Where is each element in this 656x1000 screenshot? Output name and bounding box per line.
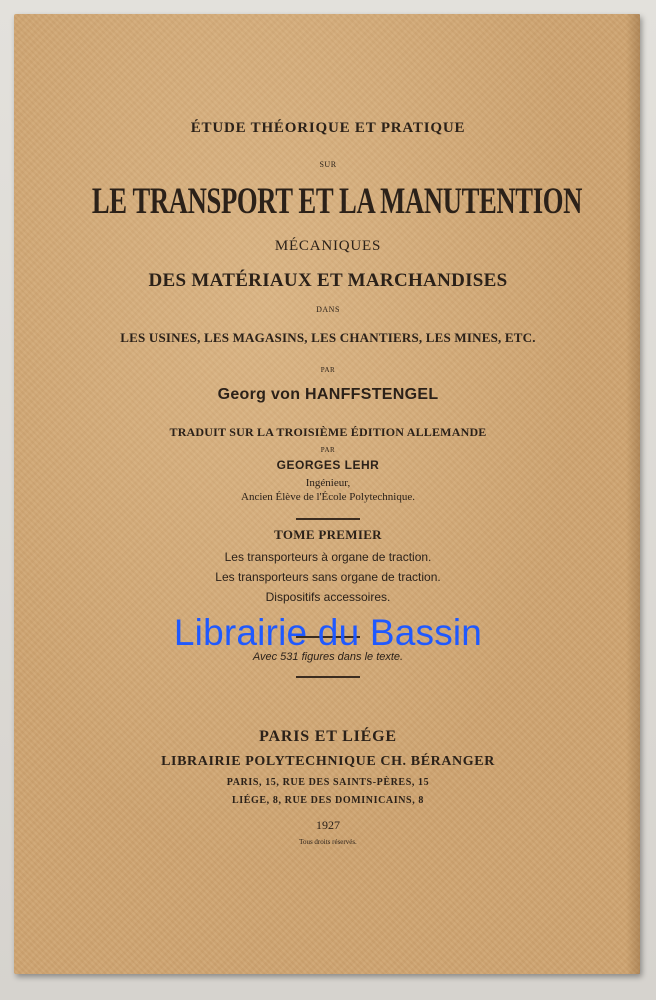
- contents-line: Les transporteurs à organe de traction.: [224, 550, 432, 564]
- publisher-address: PARIS, 15, RUE DES SAINTS-PÈRES, 15: [226, 777, 430, 788]
- author-name: Georg von HANFFSTENGEL: [217, 386, 439, 403]
- connector-par-translator: PAR: [320, 446, 336, 454]
- publisher-city: PARIS ET LIÉGE: [259, 728, 397, 745]
- connector-par-author: PAR: [320, 366, 336, 374]
- translator-role: Ingénieur,: [305, 477, 351, 489]
- translator-school: Ancien Élève de l'École Polytechnique.: [241, 491, 415, 503]
- divider-rule: [296, 518, 360, 520]
- connector-sur: SUR: [319, 160, 337, 169]
- subtitle-study: ÉTUDE THÉORIQUE ET PRATIQUE: [190, 120, 466, 136]
- publisher-address: LIÉGE, 8, RUE DES DOMINICAINS, 8: [231, 795, 424, 806]
- publication-year: 1927: [316, 818, 340, 832]
- shop-watermark: Librairie du Bassin: [173, 612, 483, 653]
- subtitle-materials: DES MATÉRIAUX ET MARCHANDISES: [148, 270, 508, 291]
- divider-rule: [296, 676, 360, 678]
- publisher-name: LIBRAIRIE POLYTECHNIQUE CH. BÉRANGER: [161, 754, 495, 769]
- rights-note: Tous droits réservés.: [299, 838, 357, 846]
- figures-note: Avec 531 figures dans le texte.: [252, 651, 404, 663]
- connector-dans: DANS: [316, 305, 340, 314]
- translation-note: TRADUIT SUR LA TROISIÈME ÉDITION ALLEMANDE: [169, 425, 487, 439]
- volume-label: TOME PREMIER: [274, 527, 382, 542]
- book-title: LE TRANSPORT ET LA MANUTENTION: [91, 181, 582, 222]
- contents-line: Dispositifs accessoires.: [265, 590, 391, 604]
- translator-name: GEORGES LEHR: [276, 458, 380, 472]
- contents-line: Les transporteurs sans organe de traction.: [215, 570, 441, 584]
- subtitle-locations: LES USINES, LES MAGASINS, LES CHANTIERS, LES MINES, ETC.: [120, 330, 536, 345]
- subtitle-mecaniques: MÉCANIQUES: [274, 238, 382, 254]
